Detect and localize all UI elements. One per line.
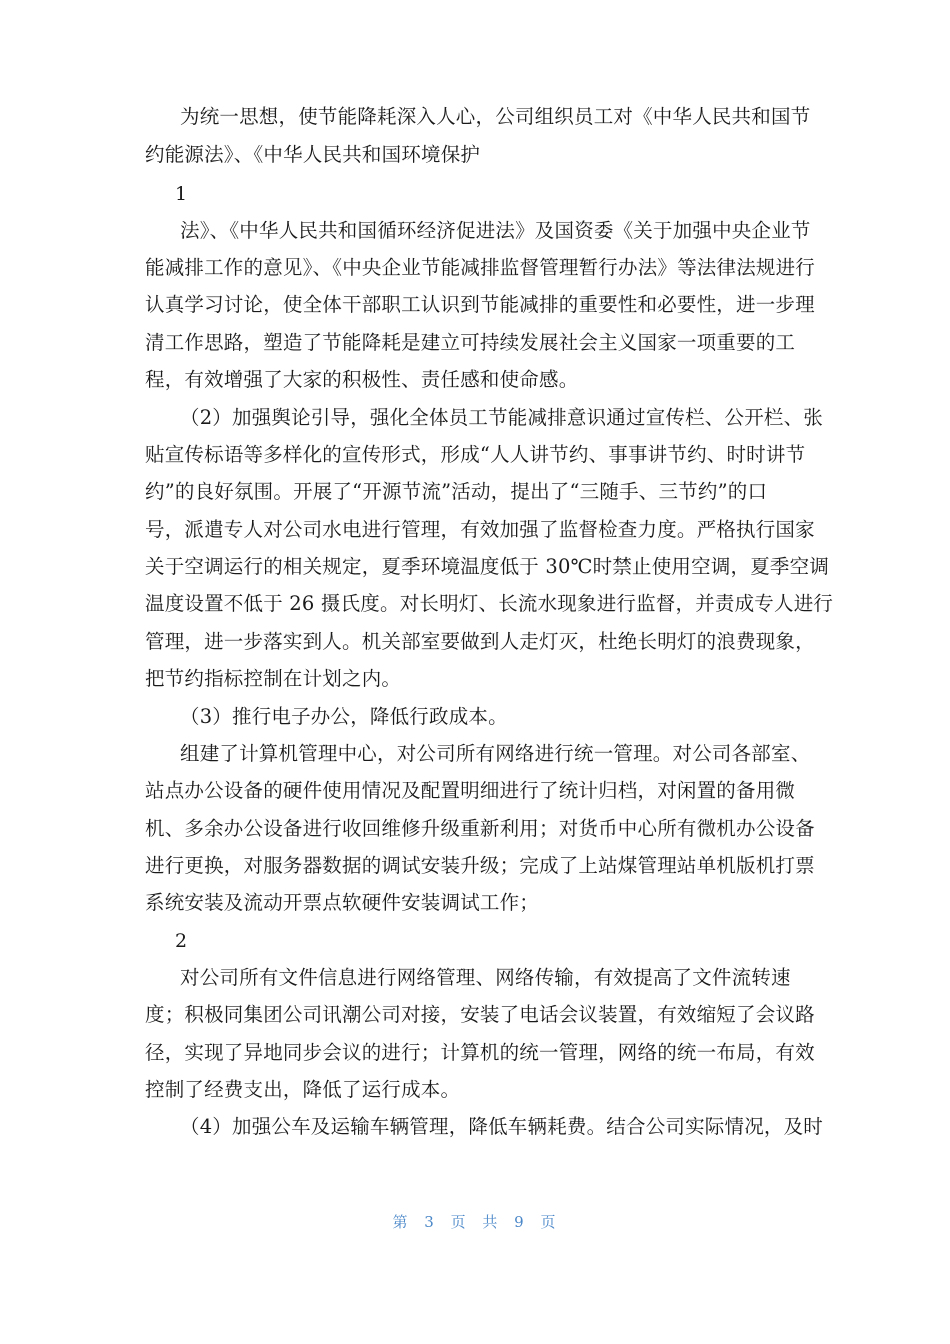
text-line: 径，实现了异地同步会议的进行；计算机的统一管理，网络的统一布局，有效	[145, 1041, 815, 1064]
text-line: 认真学习讨论，使全体干部职工认识到节能减排的重要性和必要性，进一步理	[145, 293, 815, 316]
text-line: 把节约指标控制在计划之内。	[145, 667, 402, 690]
text-line: 组建了计算机管理中心，对公司所有网络进行统一管理。对公司各部室、	[180, 742, 811, 765]
text-line: 控制了经费支出，降低了运行成本。	[145, 1078, 461, 1101]
inline-page-mark: 2	[175, 930, 188, 952]
text-line: 站点办公设备的硬件使用情况及配置明细进行了统计归档，对闲置的备用微	[145, 779, 796, 802]
text-line: 为统一思想，使节能降耗深入人心，公司组织员工对《中华人民共和国节	[180, 105, 811, 128]
text-line: 关于空调运行的相关规定，夏季环境温度低于 30℃时禁止使用空调，夏季空调	[145, 555, 830, 578]
inline-page-mark: 1	[175, 183, 188, 205]
text-line: 贴宣传标语等多样化的宣传形式，形成“人人讲节约、事事讲节约、时时讲节	[145, 443, 806, 466]
text-line: 号，派遣专人对公司水电进行管理，有效加强了监督检查力度。严格执行国家	[145, 518, 815, 541]
text-line: 度；积极同集团公司讯潮公司对接，安装了电话会议装置，有效缩短了会议路	[145, 1003, 815, 1026]
text-line: （2）加强舆论引导，强化全体员工节能减排意识通过宣传栏、公开栏、张	[180, 406, 824, 429]
text-line: 对公司所有文件信息进行网络管理、网络传输，有效提高了文件流转速	[180, 966, 791, 989]
text-line: 温度设置不低于 26 摄氏度。对长明灯、长流水现象进行监督，并责成专人进行	[145, 592, 834, 615]
text-line: 机、多余办公设备进行收回维修升级重新利用；对货币中心所有微机办公设备	[145, 817, 815, 840]
text-line: （4）加强公车及运输车辆管理，降低车辆耗费。结合公司实际情况，及时	[180, 1115, 824, 1138]
text-line: 法》、《中华人民共和国循环经济促进法》及国资委《关于加强中央企业节	[180, 219, 811, 242]
text-line: （3）推行电子办公，降低行政成本。	[180, 705, 508, 728]
text-line: 管理，进一步落实到人。机关部室要做到人走灯灭，杜绝长明灯的浪费现象，	[145, 630, 815, 653]
text-line: 约能源法》、《中华人民共和国环境保护	[145, 143, 481, 166]
text-line: 系统安装及流动开票点软硬件安装调试工作；	[145, 891, 540, 914]
text-line: 清工作思路，塑造了节能降耗是建立可持续发展社会主义国家一项重要的工	[145, 331, 796, 354]
page-footer: 第 3 页 共 9 页	[392, 1213, 558, 1231]
text-line: 能减排工作的意见》、《中央企业节能减排监督管理暂行办法》等法律法规进行	[145, 256, 816, 279]
text-line: 程，有效增强了大家的积极性、责任感和使命感。	[145, 368, 579, 391]
text-line: 进行更换，对服务器数据的调试安装升级；完成了上站煤管理站单机版机打票	[145, 854, 815, 877]
text-line: 约”的良好氛围。开展了“开源节流”活动，提出了“三随手、三节约”的口	[145, 480, 768, 503]
